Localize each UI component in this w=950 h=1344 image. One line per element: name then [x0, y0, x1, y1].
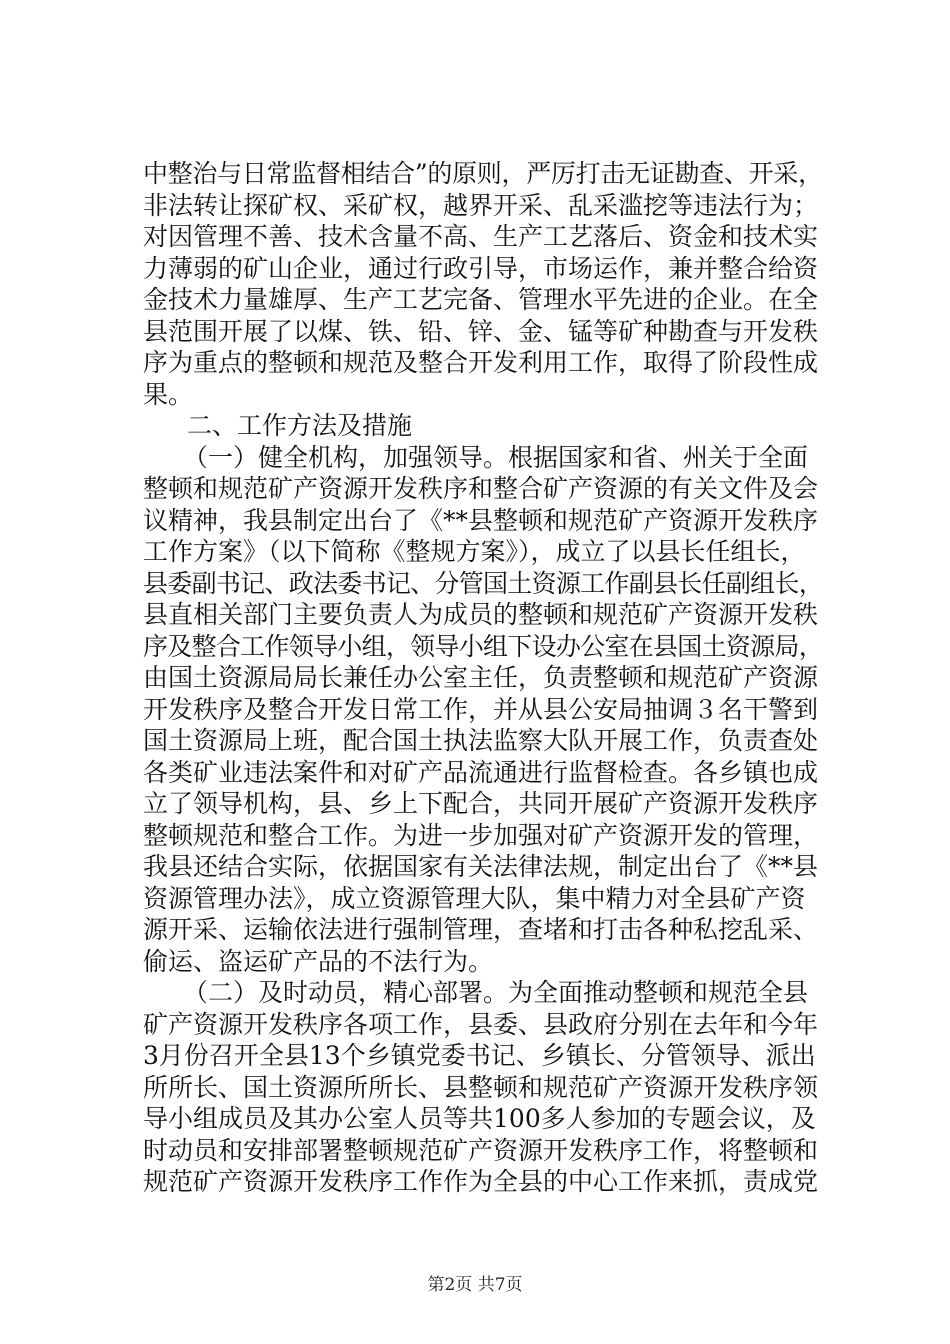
- text-line: 所所长、国土资源所所长、县整顿和规范矿产资源开发秩序领: [143, 1072, 819, 1102]
- text-line: 果。: [143, 379, 194, 409]
- text-line: （一）健全机构，加强领导。根据国家和省、州关于全面: [183, 442, 809, 472]
- text-line: 对因管理不善、技术含量不高、生产工艺落后、资金和技术实: [143, 222, 819, 251]
- text-line: 时动员和安排部署整顿规范矿产资源开发秩序工作，将整顿和: [143, 1135, 819, 1165]
- paragraph-mobilization: [143, 977, 823, 1198]
- text-line: 矿产资源开发秩序各项工作，县委、县政府分别在去年和今年: [143, 1009, 819, 1039]
- text-line: 县直相关部门主要负责人为成员的整顿和规范矿产资源开发秩: [143, 600, 819, 629]
- paragraph-organization: [143, 442, 823, 978]
- text-line: （二）及时动员，精心部署。为全面推动整顿和规范全县: [183, 978, 809, 1007]
- text-line: 资源管理办法》，成立资源管理大队，集中精力对全县矿产资: [143, 883, 806, 913]
- text-line: 金技术力量雄厚、生产工艺完备、管理水平先进的企业。在全: [143, 285, 819, 314]
- text-line: 立了领导机构，县、乡上下配合，共同开展矿产资源开发秩序: [143, 789, 819, 818]
- text-line: 国土资源局上班，配合国土执法监察大队开展工作，负责查处: [143, 726, 819, 755]
- text-line: 序及整合工作领导小组，领导小组下设办公室在县国土资源局，: [143, 631, 824, 661]
- text-line: 序为重点的整顿和规范及整合开发利用工作，取得了阶段性成: [143, 348, 819, 377]
- text-line: 源开采、运输依法进行强制管理，查堵和打击各种私挖乱采、: [143, 915, 819, 944]
- text-line: 工作方案》（以下简称《整规方案》），成立了以县长任组长，: [143, 537, 806, 566]
- text-line: 县范围开展了以煤、铁、铅、锌、金、锰等矿种勘查与开发秩: [143, 316, 819, 346]
- continued-paragraph: [143, 158, 823, 410]
- text-line: 由国土资源局局长兼任办公室主任，负责整顿和规范矿产资源: [143, 663, 819, 692]
- text-line: 整顿规范和整合工作。为进一步加强对矿产资源开发的管理，: [143, 820, 819, 850]
- page-footer: 第2页 共7页: [427, 1275, 523, 1295]
- text-line: 偷运、盗运矿产品的不法行为。: [143, 946, 494, 976]
- text-line: 3月份召开全县13个乡镇党委书记、乡镇长、分管领导、派出: [143, 1041, 816, 1070]
- text-line: 导小组成员及其办公室人员等共100多人参加的专题会议，及: [143, 1104, 816, 1133]
- section-heading: 二、工作方法及措施: [187, 411, 413, 440]
- text-line: 我县还结合实际，依据国家有关法律法规，制定出台了《**县: [143, 852, 819, 881]
- text-line: 开发秩序及整合开发日常工作，并从县公安局抽调３名干警到: [143, 694, 819, 724]
- text-line: 各类矿业违法案件和对矿产品流通进行监督检查。各乡镇也成: [143, 757, 819, 787]
- text-line: 中整治与日常监督相结合”的原则，严厉打击无证勘查、开采，: [143, 159, 823, 188]
- text-line: 整顿和规范矿产资源开发秩序和整合矿产资源的有关文件及会: [143, 474, 819, 503]
- document-body: [143, 158, 823, 1198]
- text-line: 规范矿产资源开发秩序工作作为全县的中心工作来抓，责成党: [143, 1167, 819, 1196]
- text-line: 议精神，我县制定出台了《**县整顿和规范矿产资源开发秩序: [143, 505, 819, 535]
- text-line: 非法转让探矿权、采矿权，越界开采、乱采滥挖等违法行为；: [143, 190, 819, 220]
- text-line: 县委副书记、政法委书记、分管国土资源工作副县长任副组长，: [143, 568, 824, 598]
- text-line: 力薄弱的矿山企业，通过行政引导，市场运作，兼并整合给资: [143, 253, 819, 283]
